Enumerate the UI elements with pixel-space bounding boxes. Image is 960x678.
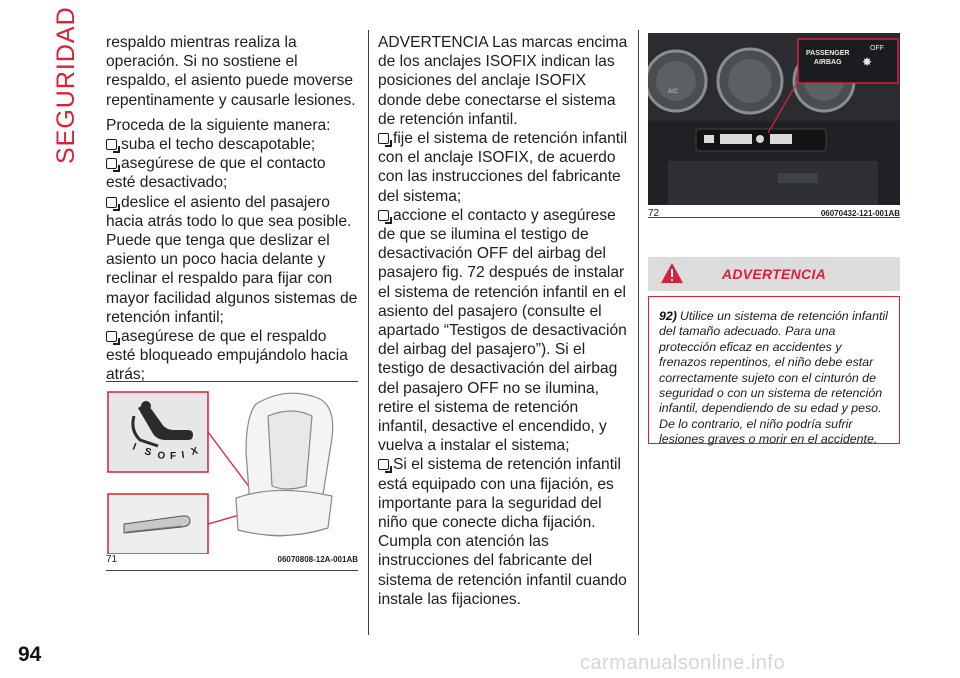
seat-outline [236,393,333,536]
figure-71-caption [106,554,358,565]
paragraph: Proceda de la siguiente manera: [106,116,331,134]
text-column-2 [378,33,630,609]
svg-text:A/C: A/C [668,89,679,95]
warning-triangle-icon [660,262,684,284]
list-item [378,206,630,456]
list-item [106,135,358,154]
paragraph: ADVERTENCIA Las marcas encima de los anclajes ISOFIX indican las posiciones del anclaje ISOFIX donde debe conectarse el sistema de retención infantil. [378,34,628,128]
svg-text:S: S [143,446,153,459]
bullet-icon [106,139,117,150]
airbag-off-icon: ✸ [862,55,873,69]
list-item [106,154,358,192]
warning-number: 92) [659,309,677,323]
dashboard-photo [648,33,900,205]
bullet-icon [378,210,389,221]
list-item-text: Si el sistema de retención infantil está equipado con una fijación, es importante para la seguridad del niño que conecte dicha fijación. Cumpla con atención las instrucciones del fabricante del sistema de retención infantil cuando instale las fijaciones. [378,456,627,608]
page-number: 94 [18,643,42,666]
isofix-seat-illustration [106,386,358,554]
figure-code: 06070808-12A-001AB [277,555,358,564]
svg-text:I: I [180,449,186,461]
column-divider [638,30,639,635]
list-item-text: asegúrese de que el respaldo esté bloqueado empujándolo hacia atrás; [106,328,348,384]
bullet-icon [378,459,389,470]
figure-code: 06070432-121-001AB [820,209,900,218]
warning-text: Utilice un sistema de retención infantil del tamaño adecuado. Para una protección eficaz en accidentes y frenazos repentinos, el niño debe estar correctamente sujeto con el cinturón de seguridad o con un sistema de retención infantil, dependiendo de su edad y peso. De lo contrario, el niño podría sufrir lesiones graves o morir en el accidente. [659,309,888,447]
figure-71 [106,381,358,571]
list-item-text: accione el contacto y asegúrese de que se ilumina el testigo de desactivación OFF del airbag del pasajero fig. 72 después de instalar el sistema de retención infantil en el asiento del pasajero (consulte el apartado “Testigos de desactivación del airbag del pasajero”). Si el testigo de desactivación del airbag del pasajero OFF no se ilumina, retire el sistema de retención infantil, desactive el encendido, y vuelva a instalar el sistema; [378,206,627,455]
list-item [106,193,358,327]
list-item-text: fije el sistema de retención infantil con el anclaje ISOFIX, de acuerdo con las instrucciones del fabricante del sistema; [378,130,628,205]
warning-box [648,296,900,447]
off-indicator-label: OFF [870,45,884,52]
section-title: SEGURIDAD [52,6,80,164]
figure-72-caption [648,208,900,219]
list-item-text: suba el techo descapotable; [121,136,316,154]
bullet-icon [378,133,389,144]
list-item-text: asegúrese de que el contacto esté desactivado; [106,155,326,192]
bullet-icon [106,331,117,342]
list-item-text: deslice el asiento del pasajero hacia atrás todo lo que sea posible. Puede que tenga que deslizar el asiento un poco hacia delante y reclinar el respaldo para fijar con mayor facilidad algunos sistemas de retención infantil; [106,193,358,326]
list-item [378,455,630,609]
svg-text:F: F [170,451,177,462]
figure-72 [648,33,900,218]
svg-text:O: O [156,450,166,463]
airbag-label: PASSENGER AIRBAG [806,50,850,66]
paragraph: respaldo mientras realiza la operación. Si no sostiene el respaldo, el asiento puede moverse repentinamente y causarle lesiones. [106,34,356,109]
bullet-icon [106,158,117,169]
list-item [378,129,630,206]
bullet-icon [106,197,117,208]
warning-title: ADVERTENCIA [721,266,827,282]
list-item [106,327,358,385]
svg-text:X: X [189,445,200,458]
watermark: carmanualsonline.info [580,652,786,674]
figure-number: 71 [106,554,118,565]
svg-text:I: I [130,441,138,453]
column-divider [368,30,369,635]
warning-header [648,257,900,291]
figure-number: 72 [648,208,660,219]
